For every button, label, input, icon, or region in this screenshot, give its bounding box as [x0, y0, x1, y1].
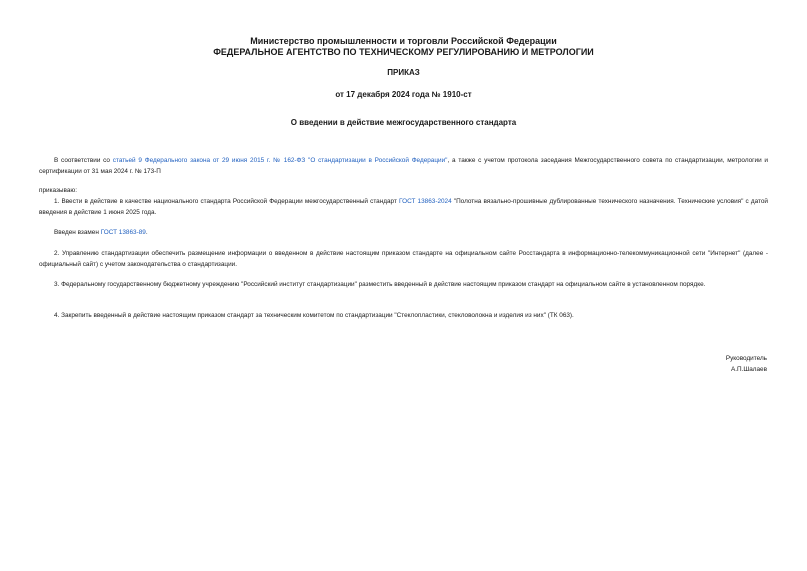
replacement-paragraph [39, 227, 768, 238]
signer-position: Руководитель [725, 355, 767, 362]
item-3 [39, 279, 768, 290]
document-header [0, 36, 807, 58]
item-3-paragraph: 3. Федеральному государственному бюджетному учреждению "Российский институт стандартизации" разместить введенный в действие настоящим приказом стандарт на официальном сайте в установленном порядке. [54, 281, 706, 288]
item-1-text-after: "Полотна вязально-прошивные дублированные технического назначения. Технические условия" с датой введения в действие 1 июня 2025 года. [39, 198, 768, 216]
gost-2024-link[interactable]: ГОСТ 13863-2024 [399, 198, 452, 205]
replacement-text-after: . [145, 229, 148, 236]
order-word [39, 185, 768, 196]
preamble [39, 155, 768, 177]
item-1-paragraph [39, 196, 768, 218]
ministry-name: Министерство промышленности и торговли Российской Федерации [250, 36, 557, 46]
order-word-text: приказываю: [39, 187, 77, 194]
item-4-paragraph: 4. Закрепить введенный в действие настоящим приказом стандарт за техническим комитетом по стандартизации "Стеклопластики, стекловолокна и изделия из них" (ТК 063). [54, 312, 574, 319]
item-1-text-before: 1. Ввести в действие в качестве национального стандарта Российской Федерации межгосударственный стандарт [54, 198, 400, 205]
law-article-link[interactable]: статьей 9 Федерального закона от 29 июня 2015 г. № 162-ФЗ "О стандартизации в Российской Федерации" [112, 157, 448, 164]
replacement-text-before: Введен взамен [54, 229, 101, 236]
preamble-text-after: , а также с учетом протокола заседания Межгосударственного совета по стандартизации, метрологии и сертификации от 31 мая 2024 г. № 173-П [39, 157, 769, 175]
item-2 [39, 248, 768, 270]
order-date-number: от 17 декабря 2024 года № 1910-ст [335, 90, 472, 99]
item-4 [39, 310, 768, 321]
replacement-note [39, 227, 768, 238]
item-2-paragraph: 2. Управлению стандартизации обеспечить размещение информации о введенном в действие настоящим приказом стандарте на официальном сайте Росстандарта в информационно-телекоммуникационной сети "Интернет" (далее - официальный сайт) с учетом законодательства о стандартизации. [39, 250, 768, 268]
gost-89-link[interactable]: ГОСТ 13863-89 [100, 229, 146, 236]
preamble-paragraph [39, 155, 768, 177]
preamble-text-before: В соответствии со [54, 157, 113, 164]
signature-block [726, 353, 767, 375]
agency-name: ФЕДЕРАЛЬНОЕ АГЕНТСТВО ПО ТЕХНИЧЕСКОМУ РЕГУЛИРОВАНИЮ И МЕТРОЛОГИИ [213, 47, 594, 57]
order-subject: О введении в действие межгосударственного стандарта [290, 118, 517, 127]
order-title: ПРИКАЗ [387, 68, 420, 77]
signer-name: А.П.Шалаев [730, 366, 767, 373]
item-1 [39, 196, 768, 218]
